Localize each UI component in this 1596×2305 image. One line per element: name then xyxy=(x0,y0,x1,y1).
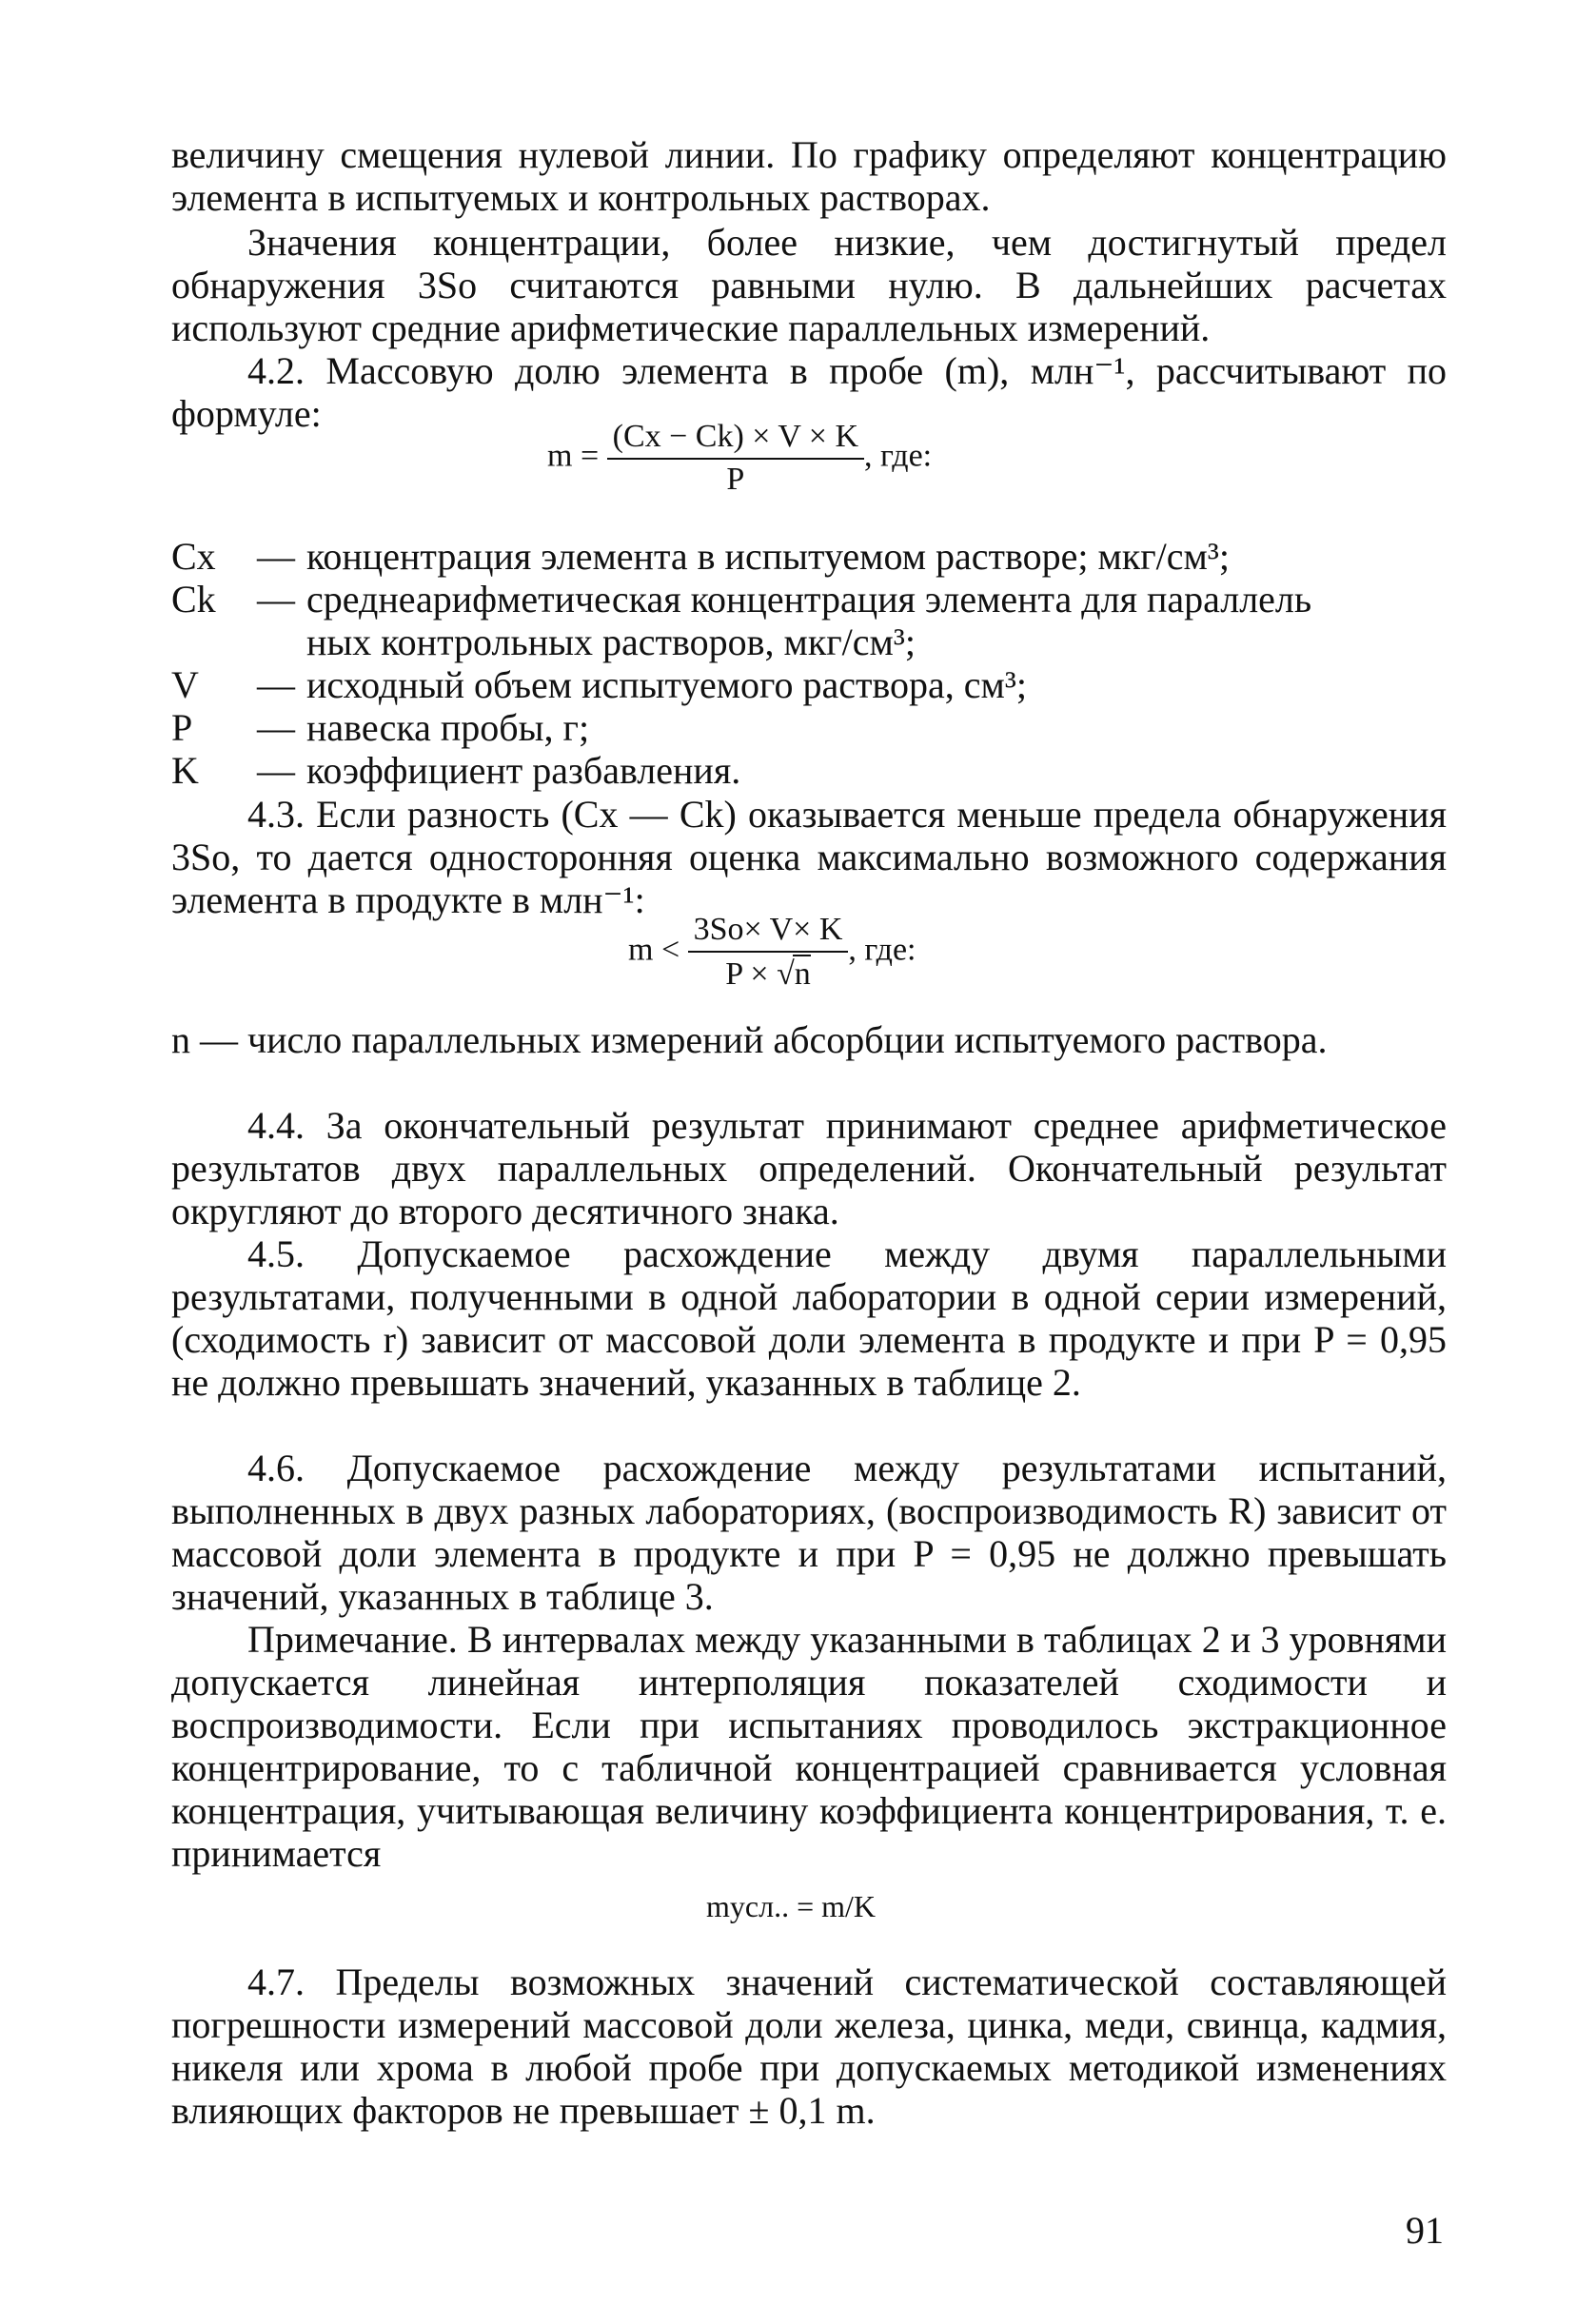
formula-lhs: m = xyxy=(547,438,600,474)
legend-text-continued: ных контрольных растворов, мкг/см³; xyxy=(306,621,916,663)
legend-dash: — xyxy=(257,578,295,621)
legend-text: концентрация элемента в испытуемом растворе; мкг/см³; xyxy=(306,535,1230,578)
paragraph-4-4: 4.4. За окончательный результат принимают среднее арифметическое результатов двух параллельных определений. Окончательный результат округляют до второго десятичного знака. xyxy=(171,1104,1447,1232)
formula-suffix: , где: xyxy=(848,932,916,968)
formula-lhs: m < xyxy=(628,932,680,968)
formula-suffix: , где: xyxy=(864,438,933,474)
legend-text: коэффициент разбавления. xyxy=(306,749,741,792)
legend-dash: — xyxy=(257,706,295,749)
legend-symbol: V xyxy=(171,663,199,706)
paragraph-intro: величину смещения нулевой линии. По графику определяют концентрацию элемента в испытуемых и контрольных растворах. xyxy=(171,133,1447,219)
formula-denominator: P xyxy=(726,462,745,497)
legend-text: навеска пробы, г; xyxy=(306,706,590,749)
paragraph-4-7: 4.7. Пределы возможных значений систематической составляющей погрешности измерений массовой доли железа, цинка, меди, свинца, кадмия, никеля или хрома в любой пробе при допускаемых методикой изменениях влияющих факторов не превышает ± 0,1 m. xyxy=(171,1960,1447,2132)
symbol-legend xyxy=(171,535,1447,792)
legend-dash: — xyxy=(257,663,295,706)
legend-dash: — xyxy=(257,749,295,792)
paragraph-detection-limit: Значения концентрации, более низкие, чем достигнутый предел обнаружения 3So считаются равными нулю. В дальнейших расчетах используют средние арифметические параллельных измерений. xyxy=(171,221,1447,349)
legend-text: исходный объем испытуемого раствора, см³; xyxy=(306,663,1027,706)
legend-symbol: K xyxy=(171,749,199,792)
formula-conditional-mass: mусл.. = m/K xyxy=(706,1889,876,1923)
paragraph-4-3: 4.3. Если разность (Cx — Ck) оказывается меньше предела обнаружения 3So, то дается односторонняя оценка максимально возможного содержания элемента в продукте в млн⁻¹: xyxy=(171,793,1447,921)
legend-row xyxy=(171,535,1447,578)
formula-numerator: 3So× V× K xyxy=(688,912,849,953)
paragraph-n-definition: n — число параллельных измерений абсорбции испытуемого раствора. xyxy=(171,1018,1328,1061)
legend-row xyxy=(171,578,1447,663)
paragraph-4-6: 4.6. Допускаемое расхождение между результатами испытаний, выполненных в двух разных лабораториях, (воспроизводимость R) зависит от массовой доли элемента в продукте и при P = 0,95 не должно превышать значений, указанных в таблице 3. xyxy=(171,1447,1447,1618)
legend-text: среднеарифметическая концентрация элемента для параллель xyxy=(306,578,1312,621)
formula-denominator-left: P × √ xyxy=(725,956,795,992)
paragraph-note: Примечание. В интервалах между указанными в таблицах 2 и 3 уровнями допускается линейная интерполяция показателей сходимости и воспроизводимости. Если при испытаниях проводилось экстракционное концентрирование, то с табличной концентрацией сравнивается условная концентрация, учитывающая величину коэффициента концентрирования, т. е. принимается xyxy=(171,1618,1447,1875)
formula-mass-fraction xyxy=(547,419,932,498)
legend-dash: — xyxy=(257,535,295,578)
paragraph-4-5: 4.5. Допускаемое расхождение между двумя параллельными результатами, полученными в одной лаборатории в одной серии измерений, (сходимость r) зависит от массовой доли элемента в продукте и при P = 0,95 не должно превышать значений, указанных в таблице 2. xyxy=(171,1232,1447,1404)
legend-row xyxy=(171,663,1447,706)
legend-symbol: Ck xyxy=(171,578,216,621)
paragraph-4-2: 4.2. Массовую долю элемента в пробе (m), млн⁻¹, рассчитывают по формуле: xyxy=(171,349,1447,435)
legend-row xyxy=(171,706,1447,749)
page-number: 91 xyxy=(1406,2209,1444,2252)
formula-upper-bound xyxy=(628,912,916,993)
formula-fraction xyxy=(607,419,864,498)
formula-fraction xyxy=(688,912,849,993)
legend-row xyxy=(171,749,1447,792)
formula-denominator xyxy=(688,953,849,993)
legend-symbol: P xyxy=(171,706,193,749)
formula-numerator: (Cx − Ck) × V × K xyxy=(607,419,864,460)
formula-radicand: n xyxy=(794,956,811,992)
legend-symbol: Cx xyxy=(171,535,216,578)
